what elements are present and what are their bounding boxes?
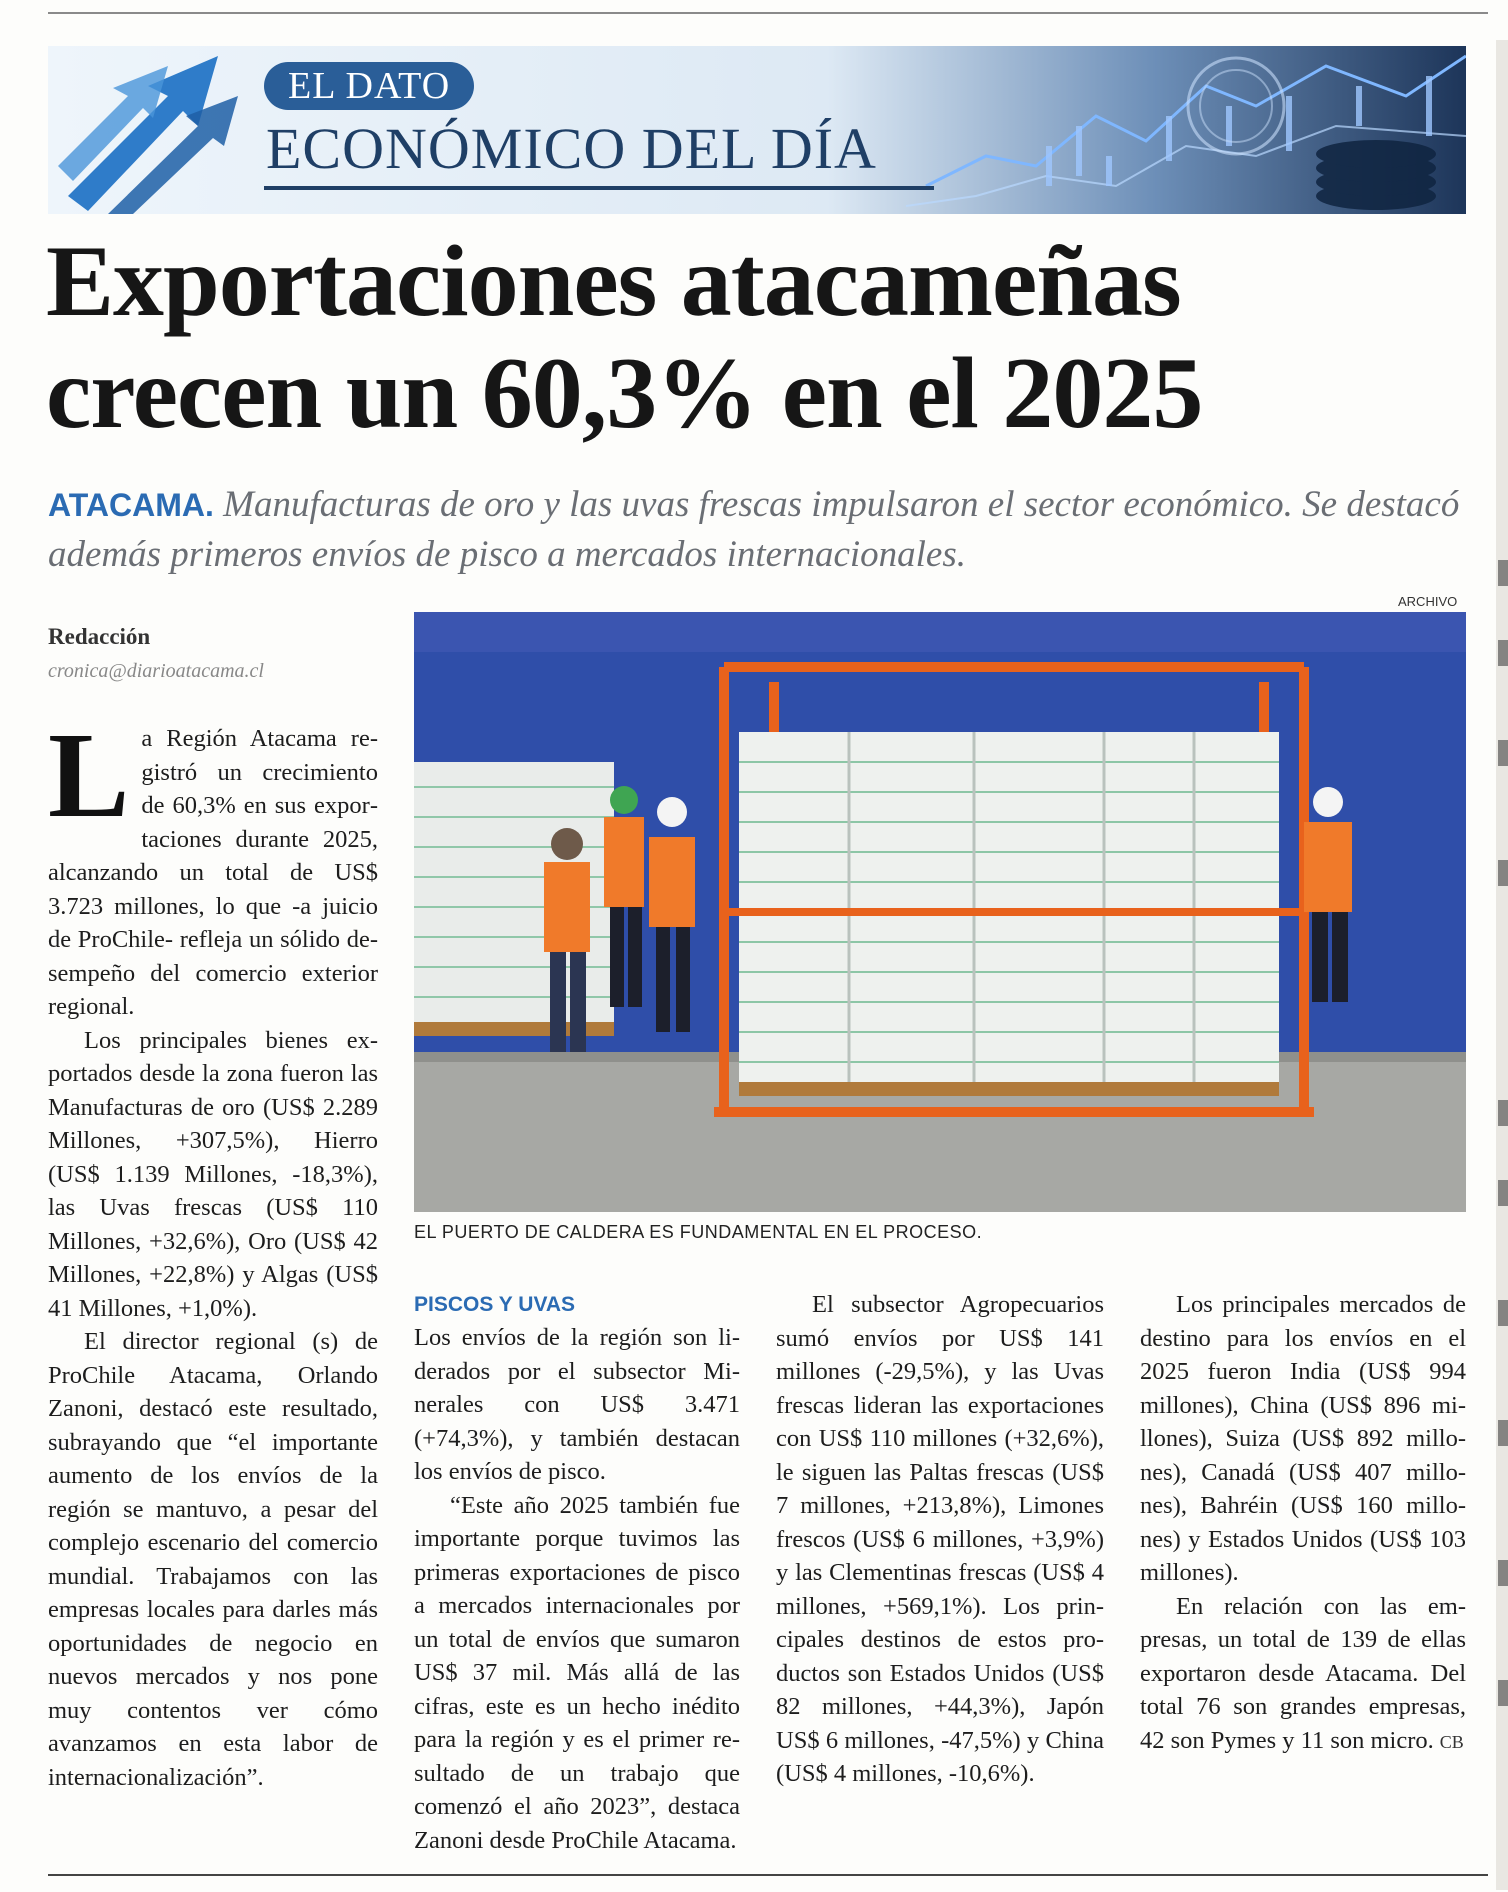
article-column-3: [776, 1288, 1104, 1791]
headline: [46, 226, 1476, 450]
headline-line-2: crecen un 60,3% en el 2025: [46, 337, 1203, 450]
headline-line-1: Exportaciones atacameñas: [46, 225, 1181, 338]
deck-text: Manufacturas de oro y las uvas frescas impulsaron el sector económico. Se destacó además primeros envíos de pisco a mercados internacionales.: [48, 484, 1460, 575]
paragraph-1: [48, 708, 378, 1024]
deck: [48, 480, 1468, 580]
deck-kicker: ATACAMA.: [48, 487, 214, 523]
bottom-rule: [48, 1874, 1488, 1876]
byline-email: cronica@diarioatacama.cl: [48, 660, 264, 682]
banner-underline: [264, 186, 934, 190]
paragraph-4: Los envíos de la región son liderados por el subsector Minerales con US$ 3.471 (+74,3%), y también destacan los envíos de pisco.: [414, 1324, 740, 1485]
article-column-2: [414, 1288, 740, 1857]
photo-credit: ARCHIVO: [1398, 594, 1458, 609]
photo-caption: EL PUERTO DE CALDERA ES FUNDAMENTAL EN EL PROCESO.: [414, 1222, 983, 1242]
paragraph-8: [1140, 1590, 1466, 1760]
port-photo: [414, 612, 1466, 1212]
adjacent-page-strip: [1496, 40, 1508, 1890]
paragraph-6: El subsector Agropecuarios sumó envíos por US$ 141 millones (-29,5%), y las Uvas frescas lideran las exportaciones con US$ 110 millones (+32,6%), le siguen las Paltas frescas (US$ 7 millones, +213,8%), Limones frescos (US$ 6 millones, +3,9%) y las Clementinas frescas (US$ 4 millones, +569,1%). Los principales destinos de estos productos son Estados Unidos (US$ 82 millones, +44,3%), Japón US$ 6 millones, -47,5%) y China (US$ 4 millones, -10,6%).: [776, 1291, 1104, 1787]
paragraph-3: El director regional (s) de ProChile Atacama, Orlando Zanoni, destacó este resultado, subrayando que “el importante aumento de los envíos de la región se mantuvo, a pesar del complejo escenario del comercio mundial. Trabajamos con las empresas locales para darles más oportunidades de negocio en nuevos mercados y nos pone muy contentos ver cómo avanzamos en esta labor de internacionalización”.: [48, 1328, 378, 1791]
paragraph-1-text: a Región Atacama registró un crecimiento de 60,3% en sus exportaciones durante 2025, alcanzando un total de US$ 3.723 millones, lo que -a juicio de ProChile- refleja un sólido desempeño del comercio exterior regional.: [48, 725, 378, 1020]
paragraph-7: Los principales mercados de destino para los envíos en el 2025 fueron India (US$ 994 millones), China (US$ 896 millones), Suiza (US$ 892 millones), Canadá (US$ 407 millones), Bahréin (US$ 160 millones) y Estados Unidos (US$ 103 millones).: [1140, 1291, 1466, 1586]
finance-chart-graphic: [906, 46, 1466, 214]
drop-cap: L: [48, 708, 130, 843]
subhead: PISCOS Y UVAS: [414, 1293, 576, 1316]
section-banner: [48, 46, 1466, 214]
top-rule: [48, 12, 1488, 14]
byline-author: Redacción: [48, 624, 151, 649]
banner-pill: EL DATO: [264, 62, 474, 110]
article-column-1: [48, 708, 378, 1794]
paragraph-2: Los principales bienes exportados desde la zona fueron las Manufacturas de oro (US$ 2.289 Millones, +307,5%), Hierro (US$ 1.139 Millones, -18,3%), las Uvas frescas (US$ 110 Millones, +32,6%), Oro (US$ 42 Millones, +22,8%) y Algas (US$ 41 Millones, +1,0%).: [48, 1026, 378, 1322]
port-scene-illustration: [414, 612, 1466, 1212]
growth-arrows-icon: [48, 46, 248, 214]
end-mark: CB: [1439, 1731, 1464, 1752]
paragraph-5: “Este año 2025 también fue importante porque tuvimos las primeras exportaciones de pisco a mercados internacionales por un total de envíos que sumaron US$ 37 mil. Más allá de las cifras, este es un hecho inédito para la región y es el primer resultado de un trabajo que comenzó el año 2023”, destaca Zanoni desde ProChile Atacama.: [414, 1491, 740, 1854]
banner-title: ECONÓMICO DEL DÍA: [266, 116, 877, 181]
article-column-4: [1140, 1288, 1466, 1759]
paragraph-8-text: En relación con las empresas, un total de 139 de ellas exportaron desde Atacama. Del total 76 son grandes empresas, 42 son Pymes y 11 son micro.: [1140, 1592, 1466, 1754]
